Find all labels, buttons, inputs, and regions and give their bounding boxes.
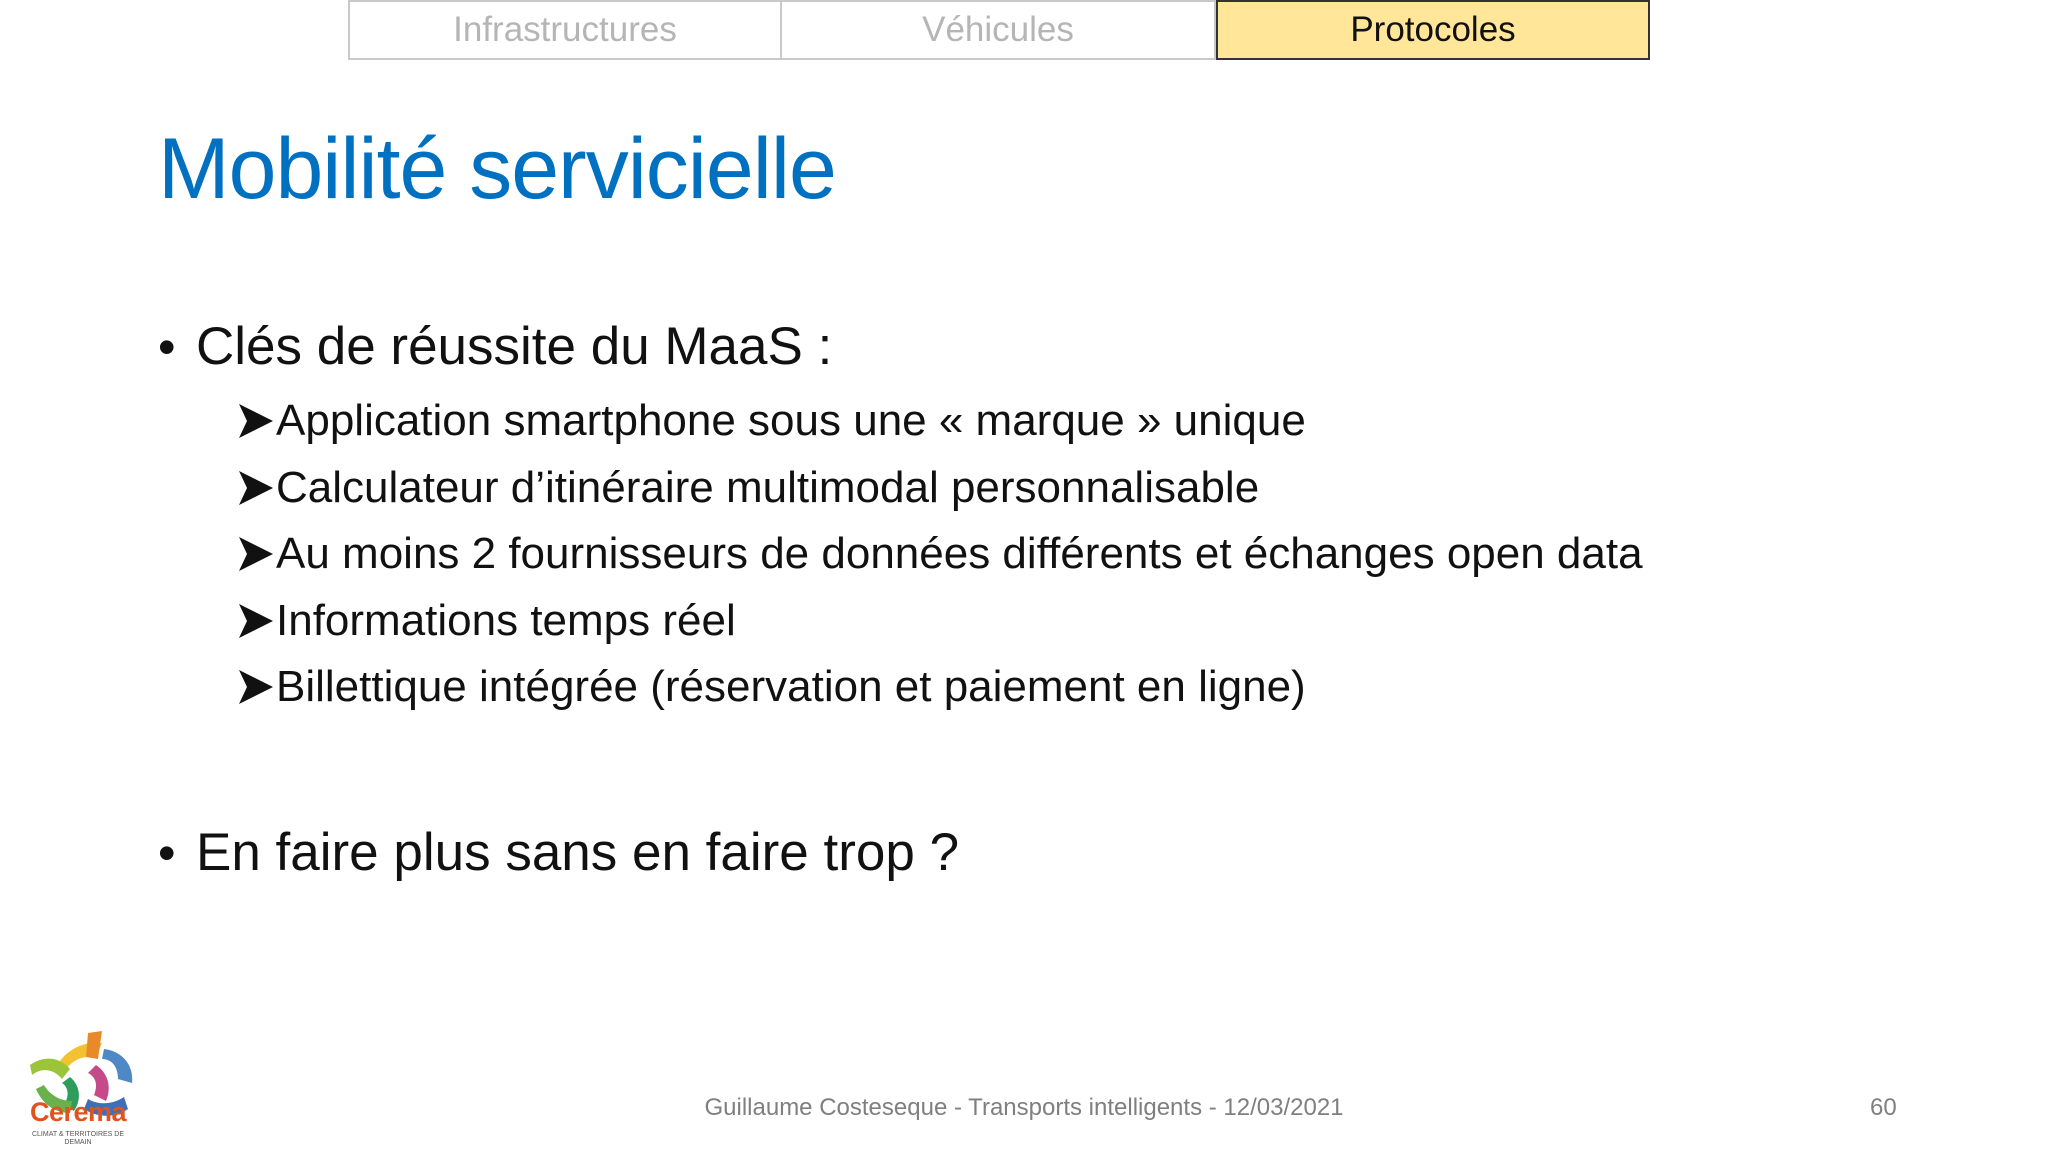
sub-bullet-text: Billettique intégrée (réservation et paiement en ligne) xyxy=(276,662,1306,711)
tab-label: Infrastructures xyxy=(453,10,677,49)
arrowhead-bullet-icon xyxy=(236,534,276,574)
bullet-item xyxy=(158,822,959,883)
sub-bullet-text: Informations temps réel xyxy=(276,595,736,645)
bullet-text: Clés de réussite du MaaS : xyxy=(196,317,833,376)
sub-bullet-item xyxy=(236,388,1643,455)
tab-protocoles[interactable] xyxy=(1216,0,1650,60)
arrowhead-bullet-icon xyxy=(236,401,276,441)
sub-bullet-text: Calculateur d’itinéraire multimodal personnalisable xyxy=(276,462,1260,512)
bullet-item xyxy=(158,316,832,377)
logo-wordmark: Cerema xyxy=(29,1097,127,1127)
bullet-dot-icon: • xyxy=(158,825,176,881)
sub-bullet-item xyxy=(236,521,1643,588)
sub-bullet-list xyxy=(236,388,1643,721)
sub-bullet-text: Application smartphone sous une « marque » unique xyxy=(276,396,1306,445)
footer-text: Guillaume Costeseque - Transports intelligents - 12/03/2021 xyxy=(704,1094,1344,1121)
page-number: 60 xyxy=(1870,1094,1897,1121)
sub-bullet-text: Au moins 2 fournisseurs de données différents et échanges open data xyxy=(276,529,1643,578)
tab-label: Protocoles xyxy=(1350,10,1516,49)
slide-title: Mobilité servicielle xyxy=(158,121,836,217)
section-tabs xyxy=(348,0,1650,62)
arrowhead-bullet-icon xyxy=(236,601,276,641)
tab-label: Véhicules xyxy=(922,10,1074,49)
tab-infrastructures[interactable] xyxy=(348,0,782,60)
arrowhead-bullet-icon xyxy=(236,667,276,707)
sub-bullet-item xyxy=(236,654,1643,721)
sub-bullet-item xyxy=(236,455,1643,522)
arrowhead-bullet-icon xyxy=(236,468,276,508)
tab-vehicules[interactable] xyxy=(782,0,1216,60)
bullet-dot-icon: • xyxy=(158,319,176,375)
sub-bullet-item xyxy=(236,588,1643,655)
bullet-text: En faire plus sans en faire trop ? xyxy=(196,823,960,882)
logo-tagline: CLIMAT & TERRITOIRES DE DEMAIN xyxy=(31,1131,125,1146)
